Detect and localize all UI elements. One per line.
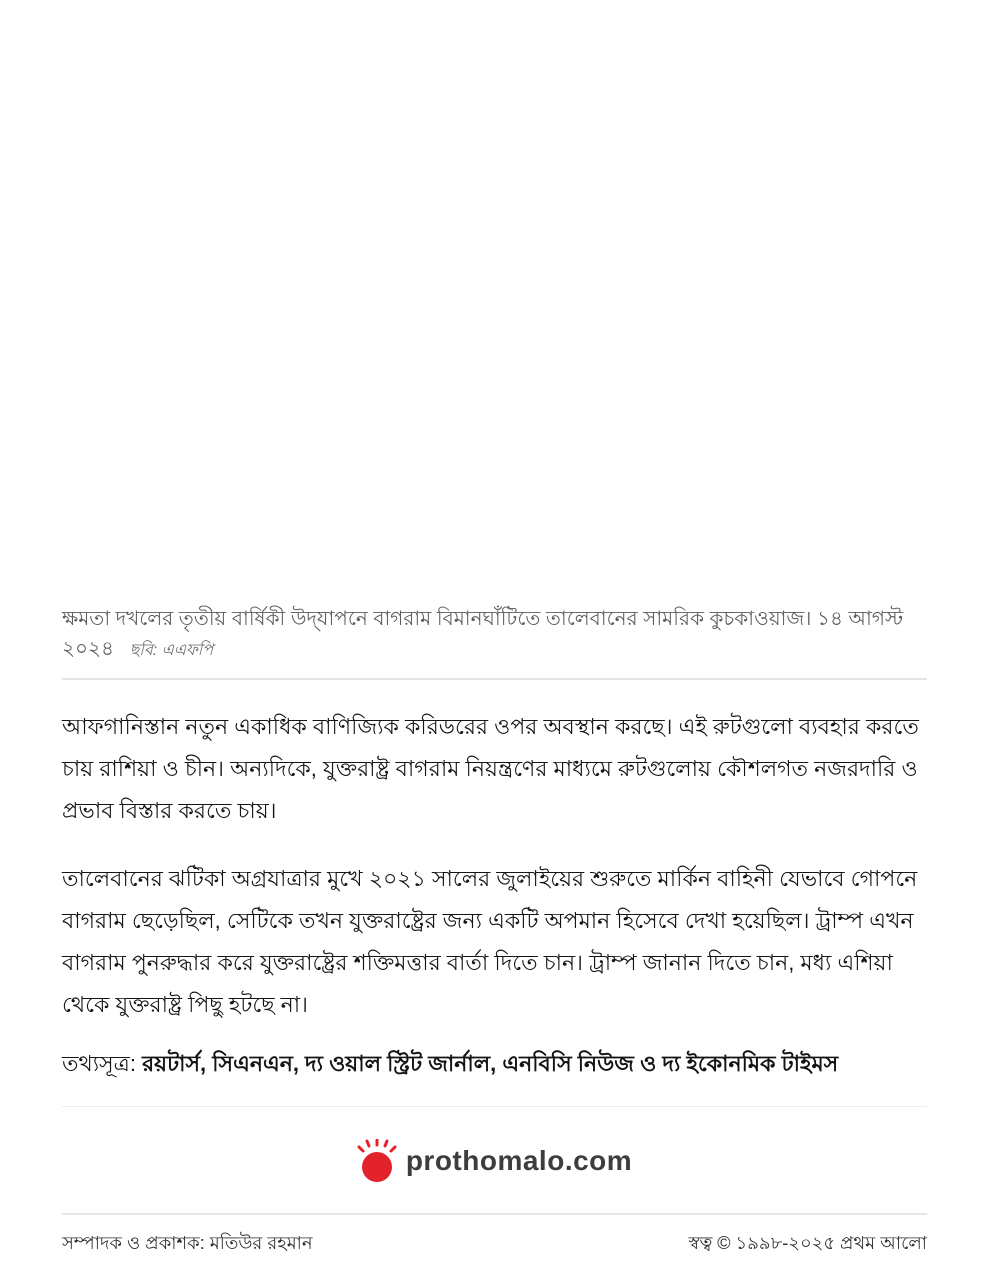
source-value: রয়টার্স, সিএনএন, দ্য ওয়াল স্ট্রিট জার্নাল, এনবিসি নিউজ ও দ্য ইকোনমিক টাইমস [142, 1051, 839, 1076]
content-divider [62, 1106, 927, 1107]
article-paragraph: তালেবানের ঝটিকা অগ্রযাত্রার মুখে ২০২১ সালের জুলাইয়ের শুরুতে মার্কিন বাহিনী যেভাবে গোপনে বাগরাম ছেড়েছিল, সেটিকে তখন যুক্তরাষ্ট্রের জন্য একটি অপমান হিসেবে দেখা হয়েছিল। ট্রাম্প এখন বাগরাম পুনরুদ্ধার করে যুক্তরাষ্ট্রের শক্তিমত্তার বার্তা দিতে চান। ট্রাম্প জানান দিতে চান, মধ্য এশিয়া থেকে যুক্তরাষ্ট্র পিছু হটছে না। [62, 866, 918, 1017]
photo-credit: ছবি: এএফপি [129, 642, 214, 659]
photo-caption-text: ক্ষমতা দখলের তৃতীয় বার্ষিকী উদ্‌যাপনে বাগরাম বিমানঘাঁটিতে তালেবানের সামরিক কুচকাওয়াজ। ১৪ আগস্ট ২০২৪ [62, 608, 904, 660]
site-branding [62, 1139, 927, 1183]
site-name: prothomalo.com [405, 1145, 633, 1176]
article-paragraph: আফগানিস্তান নতুন একাধিক বাণিজ্যিক করিডরের ওপর অবস্থান করছে। এই রুটগুলো ব্যবহার করতে চায় রাশিয়া ও চীন। অন্যদিকে, যুক্তরাষ্ট্র বাগরাম নিয়ন্ত্রণের মাধ্যমে রুটগুলোয় কৌশলগত নজরদারি ও প্রভাব বিস্তার করতে চায়। [62, 714, 919, 823]
copyright-notice: স্বত্ব © ১৯৯৮-২০২৫ প্রথম আলো [688, 1233, 927, 1253]
article-image-placeholder [62, 0, 927, 598]
page-footer [62, 1213, 927, 1260]
photo-caption [62, 604, 927, 666]
source-line [62, 1048, 927, 1080]
source-label: তথ্যসূত্র: [62, 1051, 136, 1076]
publisher-credit: সম্পাদক ও প্রকাশক: মতিউর রহমান [62, 1233, 313, 1253]
prothomalo-logo-link[interactable] [357, 1139, 632, 1183]
rising-sun-icon [357, 1139, 399, 1183]
caption-divider [62, 678, 927, 680]
